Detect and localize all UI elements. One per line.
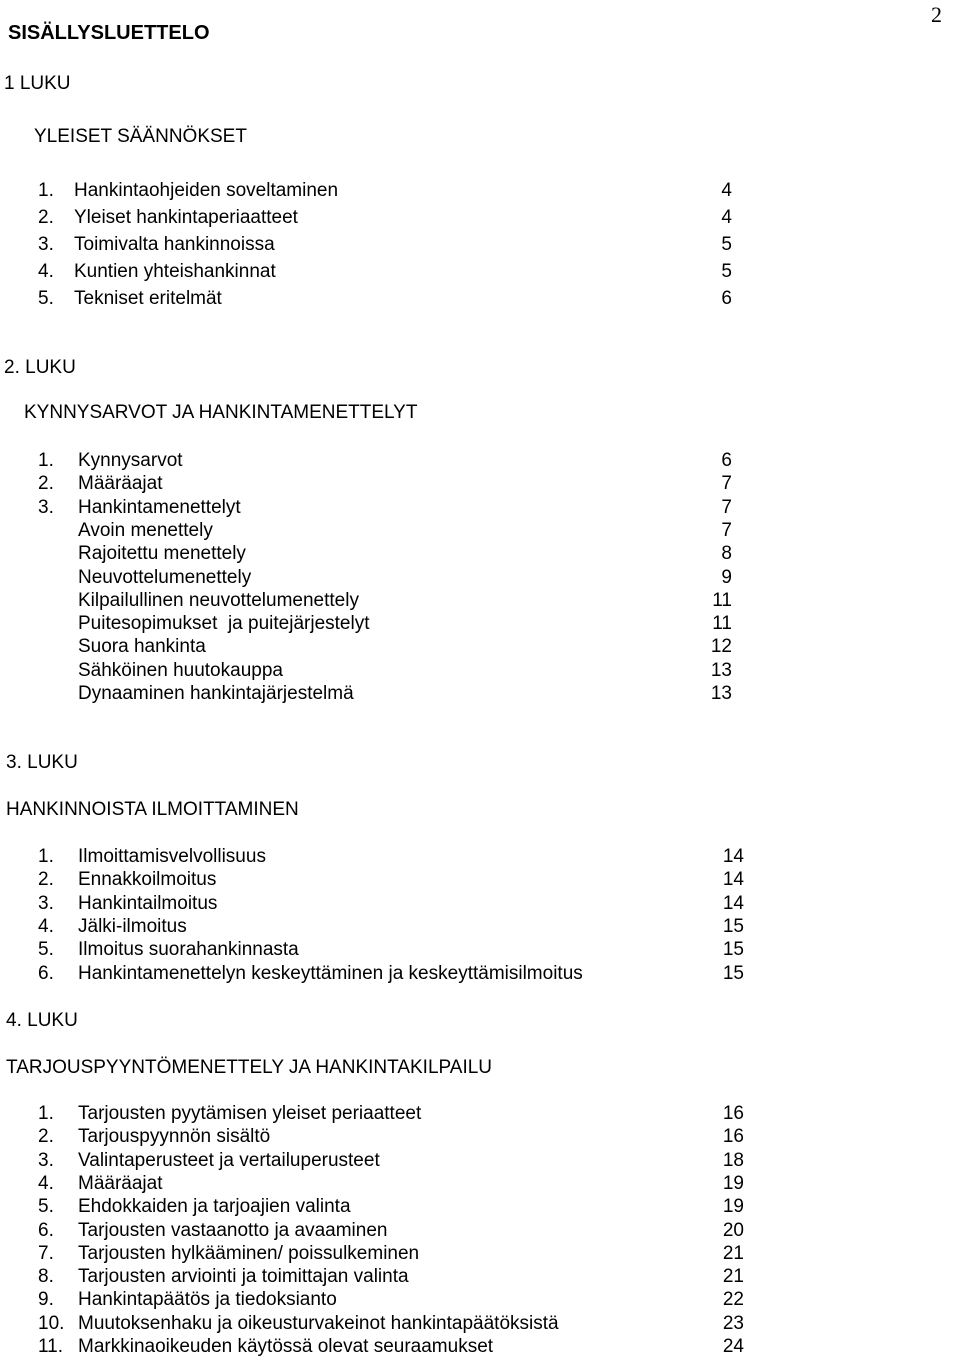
toc-entry-page: 18 (722, 1149, 744, 1171)
toc-entry (0, 590, 960, 614)
toc-entry (0, 1289, 960, 1313)
toc-entry-number: 8. (38, 1266, 54, 1288)
toc-entry-page: 15 (722, 915, 744, 937)
toc-entry-number: 2. (38, 869, 54, 891)
toc-entry-text: Tekniset eritelmät (74, 288, 222, 309)
toc-entry-page: 12 (710, 636, 732, 658)
toc-entry-page: 4 (721, 180, 732, 201)
toc-entry-text: Hankintaohjeiden soveltaminen (74, 180, 339, 201)
toc-entry (0, 683, 960, 707)
toc-entry-page: 6 (721, 288, 732, 309)
toc-entry-text: Markkinaoikeuden käytössä olevat seuraamukset (78, 1336, 494, 1357)
toc-entry-text: Rajoitettu menettely (78, 543, 246, 565)
toc-entry-number: 5. (38, 1196, 54, 1218)
toc-entry-page: 21 (722, 1242, 744, 1264)
toc-entry (0, 613, 960, 637)
toc-entry-number: 1. (38, 1103, 54, 1124)
toc-entry-text: Tarjousten vastaanotto ja avaaminen (78, 1219, 388, 1241)
toc-entry-page: 19 (722, 1196, 744, 1218)
toc-entry-text: Määräajat (78, 1172, 163, 1194)
toc-entry-number: 2. (38, 207, 54, 228)
toc-entry-number: 4. (38, 915, 54, 937)
toc-entry-text: Ehdokkaiden ja tarjoajien valinta (78, 1196, 351, 1218)
toc-entry-text: Puitesopimukset ja puitejärjestelyt (78, 613, 370, 635)
toc-entry-number: 5. (38, 939, 54, 961)
toc-entry (0, 180, 960, 204)
toc-entry-number: 1. (38, 180, 54, 201)
toc-entry-page: 15 (722, 939, 744, 961)
toc-entry-text: Tarjousten arviointi ja toimittajan valinta (78, 1266, 409, 1288)
toc-entry-page: 4 (721, 207, 732, 228)
toc-entry (0, 1313, 960, 1337)
toc-entry (0, 1336, 960, 1360)
toc-entry-page: 16 (722, 1126, 744, 1148)
toc-entry-page: 5 (721, 234, 732, 255)
toc-entry-page: 14 (722, 892, 744, 914)
toc-entry-page: 21 (722, 1266, 744, 1288)
toc-entry-text: Neuvottelumenettely (78, 566, 252, 588)
toc-entry-text: Tarjousten pyytämisen yleiset periaatteet (78, 1103, 422, 1124)
toc-entry (0, 846, 960, 870)
toc-entry-number: 6. (38, 962, 54, 984)
toc-entry (0, 261, 960, 285)
toc-entry (0, 288, 960, 312)
toc-entry (0, 916, 960, 940)
toc-entry-page: 22 (722, 1289, 744, 1311)
toc-title: SISÄLLYSLUETTELO (8, 22, 210, 44)
toc-entry-page: 7 (721, 519, 732, 541)
toc-entry-page: 8 (721, 543, 732, 565)
toc-entry-text: Tarjousten hylkääminen/ poissulkeminen (78, 1242, 420, 1264)
toc-entry-page: 23 (722, 1312, 744, 1334)
toc-entry (0, 567, 960, 591)
toc-entry (0, 1103, 960, 1127)
chapter-3-title: HANKINNOISTA ILMOITTAMINEN (6, 799, 299, 820)
toc-entry-text: Kilpailullinen neuvottelumenettely (78, 589, 359, 611)
toc-entry-page: 14 (722, 846, 744, 867)
toc-entry-page: 14 (722, 869, 744, 891)
toc-entry-text: Valintaperusteet ja vertailuperusteet (78, 1149, 380, 1171)
toc-entry-page: 16 (722, 1103, 744, 1124)
toc-entry-text: Sähköinen huutokauppa (78, 659, 283, 681)
toc-entry-page: 7 (721, 496, 732, 518)
chapter-1-label: 1 LUKU (4, 73, 71, 94)
toc-entry (0, 497, 960, 521)
toc-entry (0, 450, 960, 474)
toc-entry-text: Hankintailmoitus (78, 892, 218, 914)
toc-entry-number: 9. (38, 1289, 54, 1311)
toc-entry (0, 234, 960, 258)
toc-entry-number: 4. (38, 1172, 54, 1194)
toc-entry-text: Hankintamenettelyn keskeyttäminen ja keskeyttämisilmoitus (78, 962, 583, 984)
chapter-2-label: 2. LUKU (4, 357, 76, 378)
toc-entry (0, 1126, 960, 1150)
toc-entry-page: 7 (721, 473, 732, 495)
page-number: 2 (931, 2, 942, 27)
toc-entry-page: 24 (722, 1336, 744, 1357)
toc-entry-text: Kynnysarvot (78, 450, 183, 471)
toc-entry-number: 3. (38, 496, 54, 518)
chapter-2-title: KYNNYSARVOT JA HANKINTAMENETTELYT (24, 402, 418, 423)
toc-entry (0, 636, 960, 660)
toc-entry-number: 2. (38, 1126, 54, 1148)
toc-entry-number: 1. (38, 846, 54, 867)
toc-entry (0, 1196, 960, 1220)
toc-entry-page: 13 (710, 659, 732, 681)
toc-entry-text: Kuntien yhteishankinnat (74, 261, 276, 282)
toc-entry (0, 473, 960, 497)
toc-entry-text: Hankintamenettelyt (78, 496, 241, 518)
toc-entry (0, 207, 960, 231)
toc-entry-page: 13 (710, 683, 732, 704)
toc-entry-number: 3. (38, 1149, 54, 1171)
chapter-4-title: TARJOUSPYYNTÖMENETTELY JA HANKINTAKILPAILU (6, 1057, 493, 1078)
toc-entry-number: 4. (38, 261, 54, 282)
toc-entry-text: Ilmoittamisvelvollisuus (78, 846, 266, 867)
chapter-4-label: 4. LUKU (6, 1010, 78, 1031)
toc-entry-page: 19 (722, 1172, 744, 1194)
toc-entry-text: Suora hankinta (78, 636, 206, 658)
toc-entry-number: 2. (38, 473, 54, 495)
toc-entry (0, 963, 960, 987)
toc-entry-number: 3. (38, 892, 54, 914)
toc-entry (0, 1266, 960, 1290)
toc-entry (0, 660, 960, 684)
toc-entry-text: Tarjouspyynnön sisältö (78, 1126, 271, 1148)
toc-entry-number: 10. (38, 1312, 65, 1334)
toc-entry-text: Ilmoitus suorahankinnasta (78, 939, 299, 961)
toc-entry-text: Jälki-ilmoitus (78, 915, 187, 937)
toc-entry (0, 893, 960, 917)
toc-entry-page: 20 (722, 1219, 744, 1241)
toc-entry-number: 6. (38, 1219, 54, 1241)
toc-entry-page: 9 (721, 566, 732, 588)
toc-entry (0, 1243, 960, 1267)
toc-entry-number: 1. (38, 450, 54, 471)
toc-entry-text: Hankintapäätös ja tiedoksianto (78, 1289, 337, 1311)
toc-entry-text: Määräajat (78, 473, 163, 495)
toc-entry-text: Muutoksenhaku ja oikeusturvakeinot hankintapäätöksistä (78, 1312, 559, 1334)
toc-entry-page: 15 (722, 962, 744, 984)
toc-entry-page: 11 (712, 613, 732, 635)
toc-entry-number: 7. (38, 1242, 54, 1264)
toc-entry-number: 5. (38, 288, 54, 309)
toc-entry-page: 11 (712, 589, 732, 611)
toc-entry (0, 869, 960, 893)
toc-entry (0, 543, 960, 567)
toc-entry-number: 11. (38, 1336, 64, 1357)
toc-entry-number: 3. (38, 234, 54, 255)
toc-entry-text: Avoin menettely (78, 519, 213, 541)
toc-entry (0, 1150, 960, 1174)
toc-entry-page: 5 (721, 261, 732, 282)
toc-entry-text: Dynaaminen hankintajärjestelmä (78, 683, 354, 704)
toc-entry-text: Ennakkoilmoitus (78, 869, 217, 891)
toc-entry (0, 1220, 960, 1244)
chapter-3-label: 3. LUKU (6, 752, 78, 773)
toc-entry (0, 939, 960, 963)
chapter-1-title: YLEISET SÄÄNNÖKSET (34, 126, 247, 147)
toc-entry-text: Toimivalta hankinnoissa (74, 234, 275, 255)
toc-entry (0, 520, 960, 544)
toc-entry-page: 6 (721, 450, 732, 471)
toc-entry-text: Yleiset hankintaperiaatteet (74, 207, 298, 228)
toc-entry (0, 1173, 960, 1197)
